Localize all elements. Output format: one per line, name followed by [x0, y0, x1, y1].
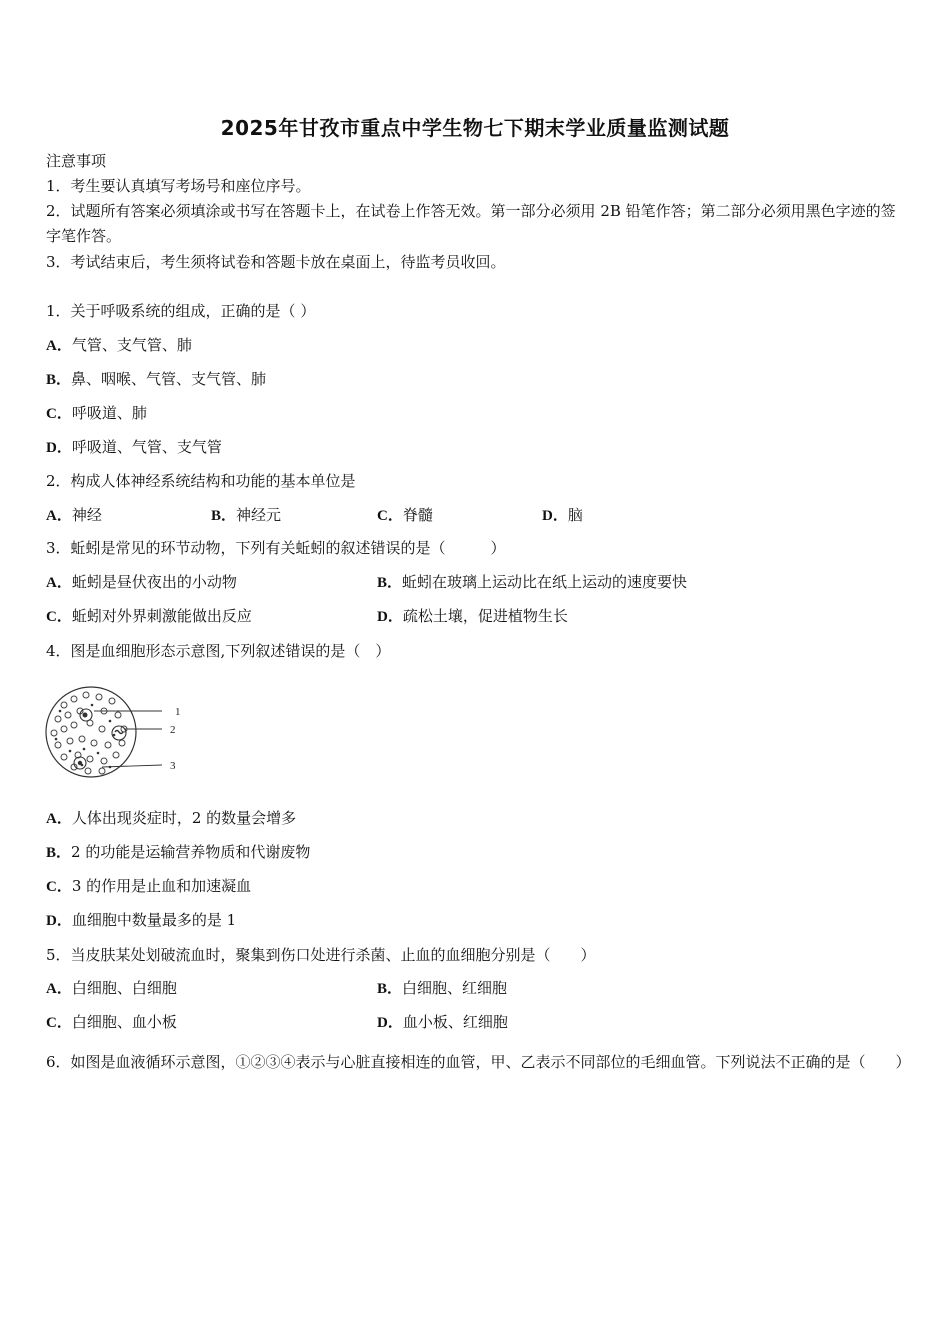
- option-letter: D．: [542, 508, 568, 524]
- option-letter: B．: [377, 981, 403, 997]
- figure-label-3: 3: [170, 760, 176, 772]
- option-text: 气管、支气管、肺: [71, 336, 192, 354]
- option-text: 蚯蚓在玻璃上运动比在纸上运动的速度要快: [402, 573, 688, 591]
- option-letter: C．: [46, 879, 72, 895]
- option-letter: C．: [377, 508, 403, 524]
- option-letter: C．: [46, 406, 72, 422]
- page-title: 2025年甘孜市重点中学生物七下期末学业质量监测试题: [220, 116, 730, 140]
- white-blood-cell-3: [74, 757, 86, 769]
- notice-item-3: 3．考试结束后，考生须将试卷和答题卡放在桌面上，待监考员收回。: [46, 253, 506, 271]
- question-4-stem: 4．图是血细胞形态示意图,下列叙述错误的是（ ）: [46, 642, 391, 660]
- option-text: 蚯蚓对外界刺激能做出反应: [71, 607, 252, 625]
- option-text: 鼻、咽喉、气管、支气管、肺: [71, 370, 267, 388]
- option-letter: B．: [46, 845, 72, 861]
- question-1-option-b[interactable]: [46, 368, 266, 391]
- question-2-option-d[interactable]: [542, 504, 583, 527]
- notice-heading: 注意事项: [46, 152, 107, 170]
- question-1-option-c[interactable]: [46, 402, 147, 425]
- question-2-option-a[interactable]: [46, 504, 102, 527]
- option-text: 脊髓: [402, 506, 433, 524]
- question-3-stem: 3．蚯蚓是常见的环节动物，下列有关蚯蚓的叙述错误的是（ ）: [46, 539, 506, 557]
- option-letter: A．: [46, 981, 72, 997]
- option-text: 神经: [71, 506, 102, 524]
- question-3-option-a[interactable]: [46, 571, 237, 594]
- option-text: 脑: [567, 506, 583, 524]
- option-text: 血细胞中数量最多的是 1: [71, 911, 237, 929]
- option-text: 白细胞、白细胞: [71, 979, 177, 997]
- option-letter: B．: [377, 575, 403, 591]
- white-blood-cell-2: [112, 726, 126, 740]
- question-4-option-c[interactable]: [46, 875, 251, 898]
- option-letter: B．: [211, 508, 237, 524]
- blood-cell-figure: [44, 685, 194, 780]
- question-3-option-d[interactable]: [377, 605, 568, 628]
- option-letter: D．: [46, 913, 72, 929]
- option-letter: A．: [46, 338, 72, 354]
- option-text: 人体出现炎症时，2 的数量会增多: [71, 809, 297, 827]
- option-text: 呼吸道、气管、支气管: [71, 438, 222, 456]
- figure-label-1: 1: [175, 706, 181, 718]
- option-letter: D．: [377, 609, 403, 625]
- option-text: 3 的作用是止血和加速凝血: [71, 877, 252, 895]
- question-4-option-d[interactable]: [46, 909, 236, 932]
- question-5-option-c[interactable]: [46, 1011, 177, 1034]
- option-letter: B．: [46, 372, 72, 388]
- label-line-3: [102, 765, 162, 767]
- option-letter: A．: [46, 508, 72, 524]
- question-4-option-a[interactable]: [46, 807, 296, 830]
- option-letter: A．: [46, 575, 72, 591]
- question-5-option-a[interactable]: [46, 977, 177, 1000]
- question-3-option-c[interactable]: [46, 605, 252, 628]
- option-text: 神经元: [236, 506, 282, 524]
- question-3-option-b[interactable]: [377, 571, 687, 594]
- option-text: 血小板、红细胞: [402, 1013, 508, 1031]
- question-1-stem: 1．关于呼吸系统的组成，正确的是（ ）: [46, 302, 316, 320]
- option-letter: D．: [46, 440, 72, 456]
- white-blood-cell-1: [80, 709, 92, 721]
- option-text: 2 的功能是运输营养物质和代谢废物: [71, 843, 311, 861]
- option-text: 疏松土壤，促进植物生长: [402, 607, 568, 625]
- option-text: 白细胞、红细胞: [402, 979, 508, 997]
- question-5-stem: 5．当皮肤某处划破流血时，聚集到伤口处进行杀菌、止血的血细胞分别是（ ）: [46, 946, 596, 964]
- option-letter: D．: [377, 1015, 403, 1031]
- notice-item-1: 1．考生要认真填写考场号和座位序号。: [46, 177, 311, 195]
- question-2-option-c[interactable]: [377, 504, 433, 527]
- question-5-option-b[interactable]: [377, 977, 507, 1000]
- option-text: 白细胞、血小板: [71, 1013, 177, 1031]
- option-letter: C．: [46, 1015, 72, 1031]
- question-1-option-a[interactable]: [46, 334, 192, 357]
- option-letter: A．: [46, 811, 72, 827]
- figure-label-2: 2: [170, 724, 176, 736]
- question-5-option-d[interactable]: [377, 1011, 508, 1034]
- question-2-stem: 2．构成人体神经系统结构和功能的基本单位是: [46, 472, 356, 490]
- option-letter: C．: [46, 609, 72, 625]
- red-blood-cells: [51, 692, 127, 774]
- question-1-option-d[interactable]: [46, 436, 222, 459]
- question-4-option-b[interactable]: [46, 841, 310, 864]
- option-text: 蚯蚓是昼伏夜出的小动物: [71, 573, 237, 591]
- option-text: 呼吸道、肺: [71, 404, 147, 422]
- question-2-option-b[interactable]: [211, 504, 281, 527]
- notice-item-2: 2．试题所有答案必须填涂或书写在答题卡上，在试卷上作答无效。第一部分必须用 2B 铅笔作答；第二部分必须用黑色字迹的签字笔作答。: [46, 202, 896, 245]
- question-6-stem: 6．如图是血液循环示意图，①②③④表示与心脏直接相连的血管，甲、乙表示不同部位的毛细血管。下列说法不正确的是（ ）: [46, 1053, 911, 1071]
